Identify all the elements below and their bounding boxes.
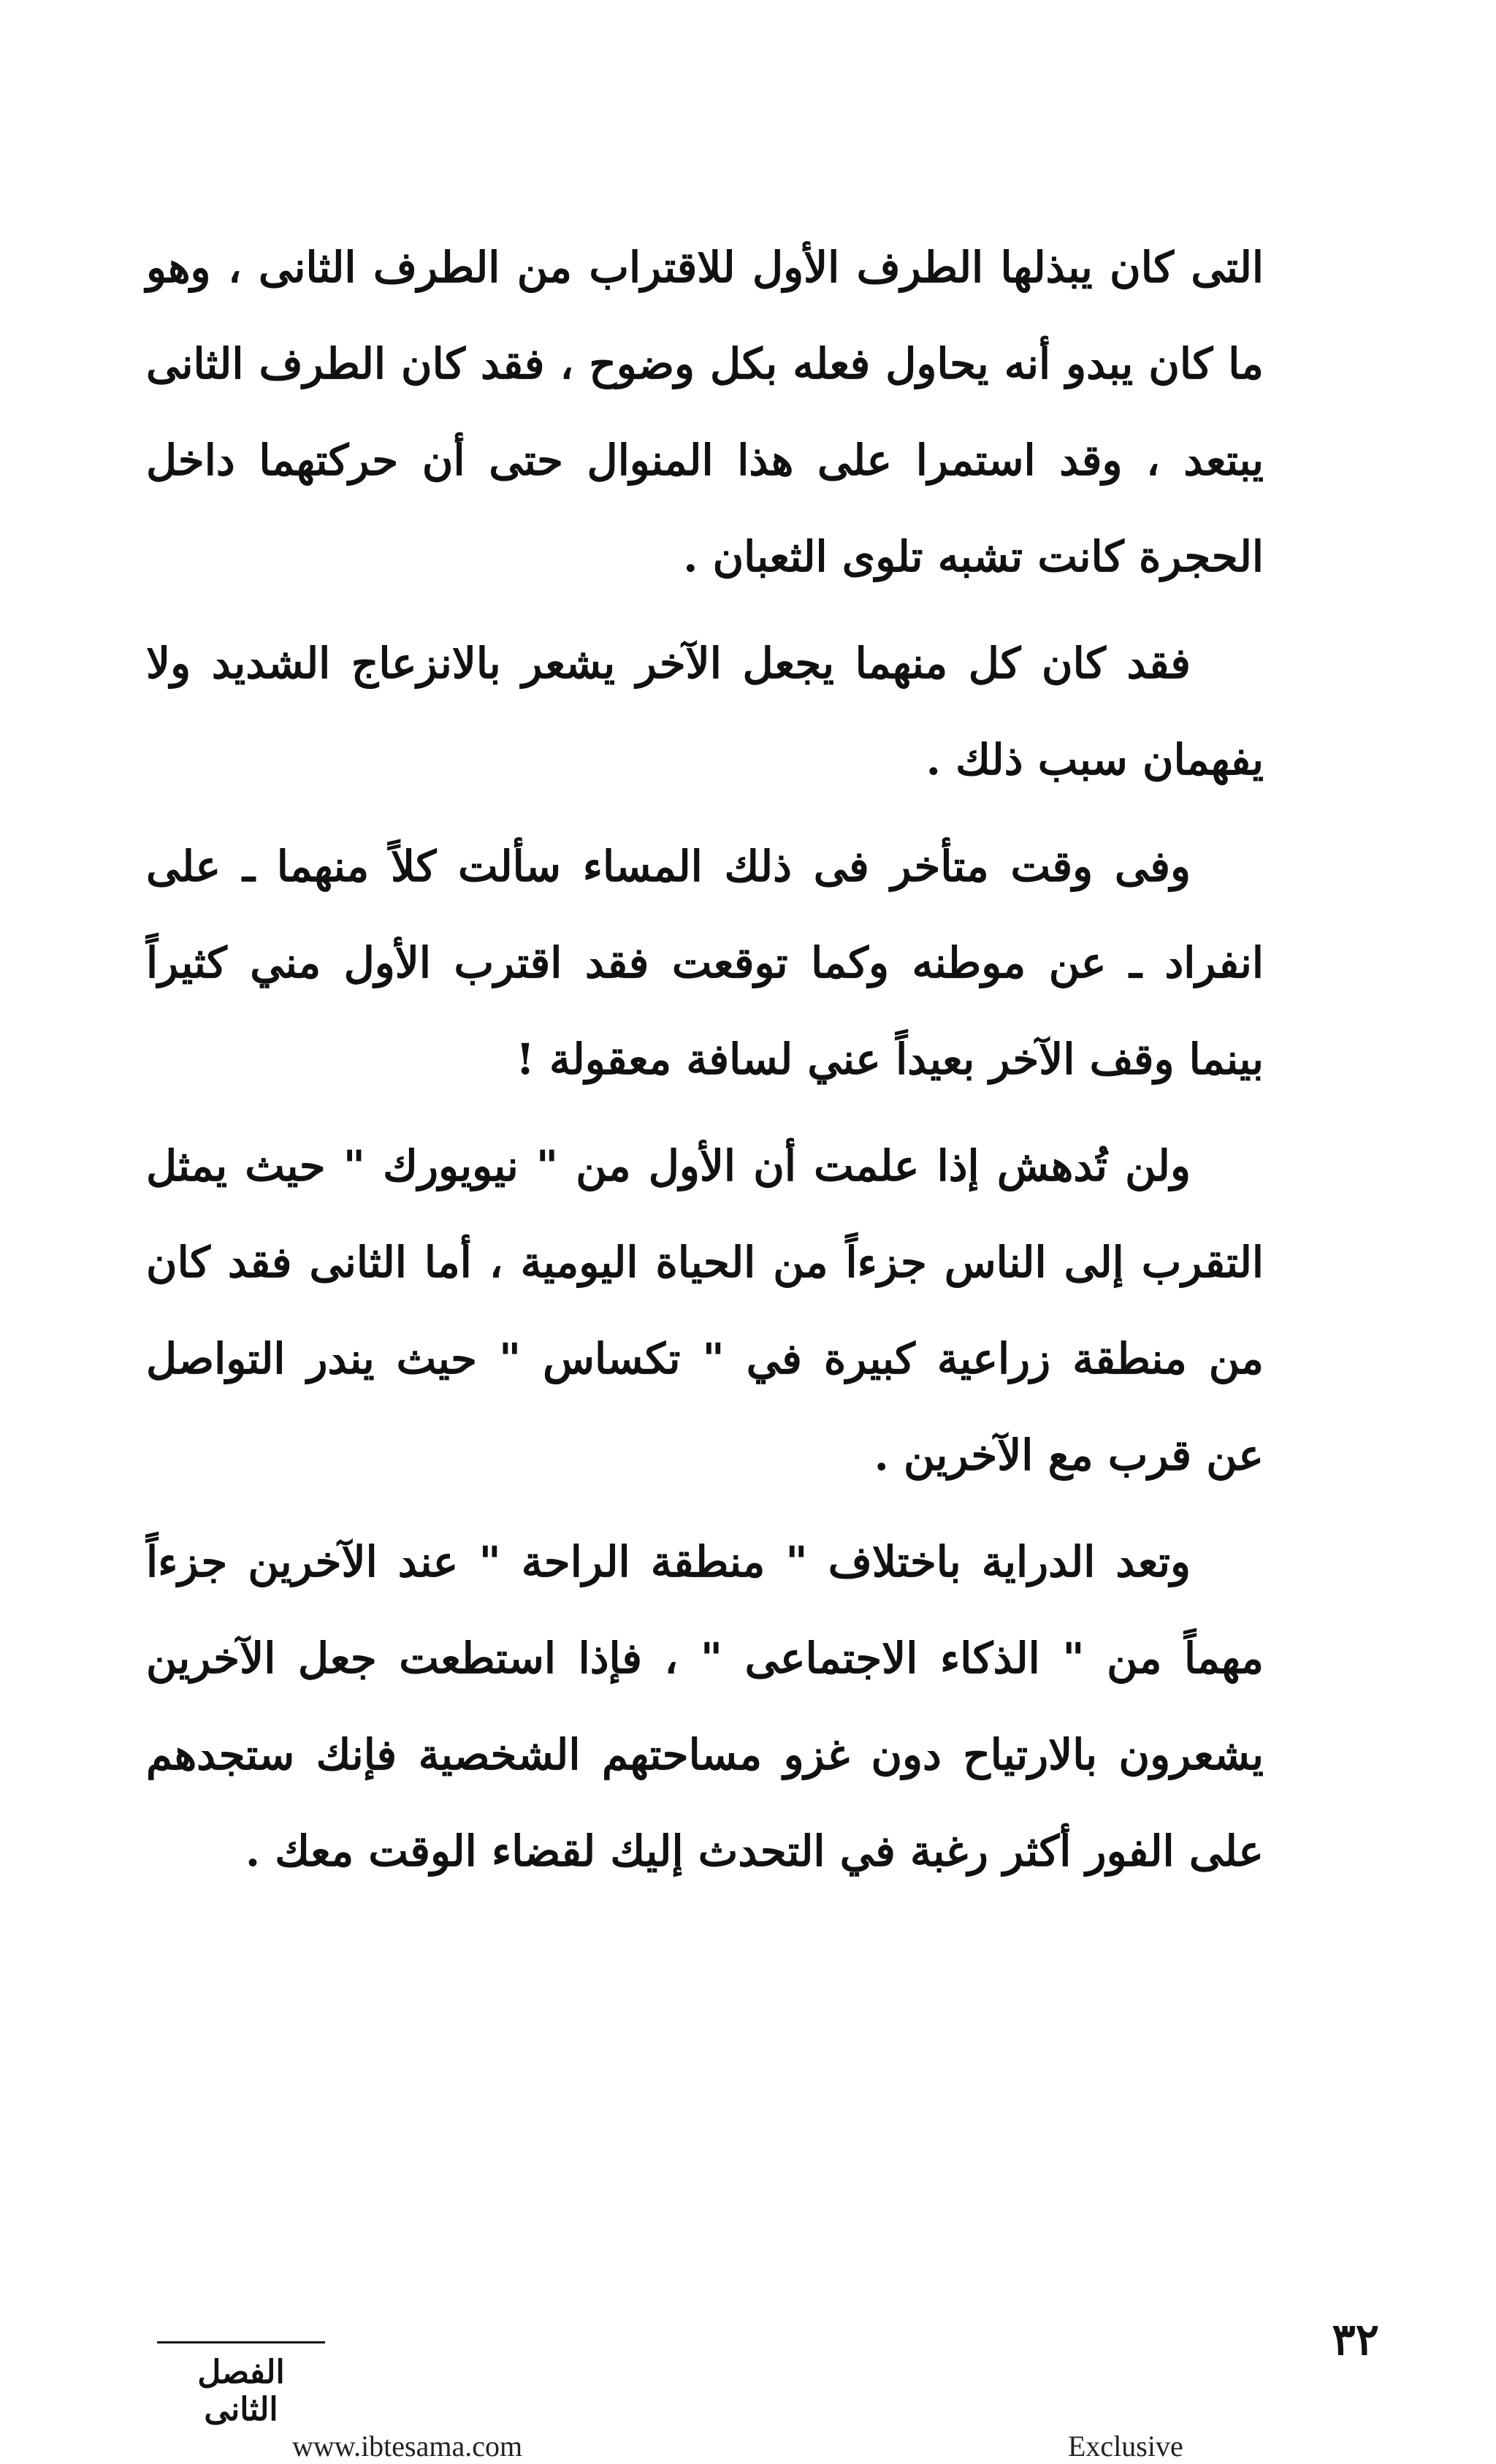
watermark-site: www.ibtesama.com bbox=[292, 2430, 523, 2463]
page-number: ٣٢ bbox=[1332, 2314, 1379, 2365]
chapter-footer: الفصل الثانى bbox=[157, 2341, 325, 2428]
paragraph-origin-question: وفى وقت متأخر فى ذلك المساء سألت كلاً منهما ـ على انفراد ـ عن موطنه وكما توقعت فقد اقترب الأول مني كثيراً بينما وقف الآخر بعيداً عني لسافة معقولة ! bbox=[146, 842, 1264, 1084]
page-body-text bbox=[146, 219, 1264, 1910]
watermark-label: Exclusive bbox=[1068, 2430, 1183, 2463]
paragraph-newyork-texas: ولن تُدهش إذا علمت أن الأول من " نيويورك " حيث يمثل التقرب إلى الناس جزءاً من الحياة اليومية ، أما الثانى فقد كان من منطقة زراعية كبيرة في " تكساس " حيث يندر التواصل عن قرب مع الآخرين . bbox=[146, 1141, 1264, 1480]
paragraph-discomfort: فقد كان كل منهما يجعل الآخر يشعر بالانزعاج الشديد ولا يفهمان سبب ذلك . bbox=[146, 638, 1264, 785]
paragraph-continuation: التى كان يبذلها الطرف الأول للاقتراب من الطرف الثانى ، وهو ما كان يبدو أنه يحاول فعله بكل وضوح ، فقد كان الطرف الثانى يبتعد ، وقد استمرا على هذا المنوال حتى أن حركتهما داخل الحجرة كانت تشبه تلوى الثعبان . bbox=[146, 243, 1264, 581]
paragraph-comfort-zone: وتعد الدراية باختلاف " منطقة الراحة " عند الآخرين جزءاً مهماً من " الذكاء الاجتماعى " ، فإذا استطعت جعل الآخرين يشعرون بالارتياح دون غزو مساحتهم الشخصية فإنك ستجدهم على الفور أكثر رغبة في التحدث إليك لقضاء الوقت معك . bbox=[146, 1537, 1264, 1876]
